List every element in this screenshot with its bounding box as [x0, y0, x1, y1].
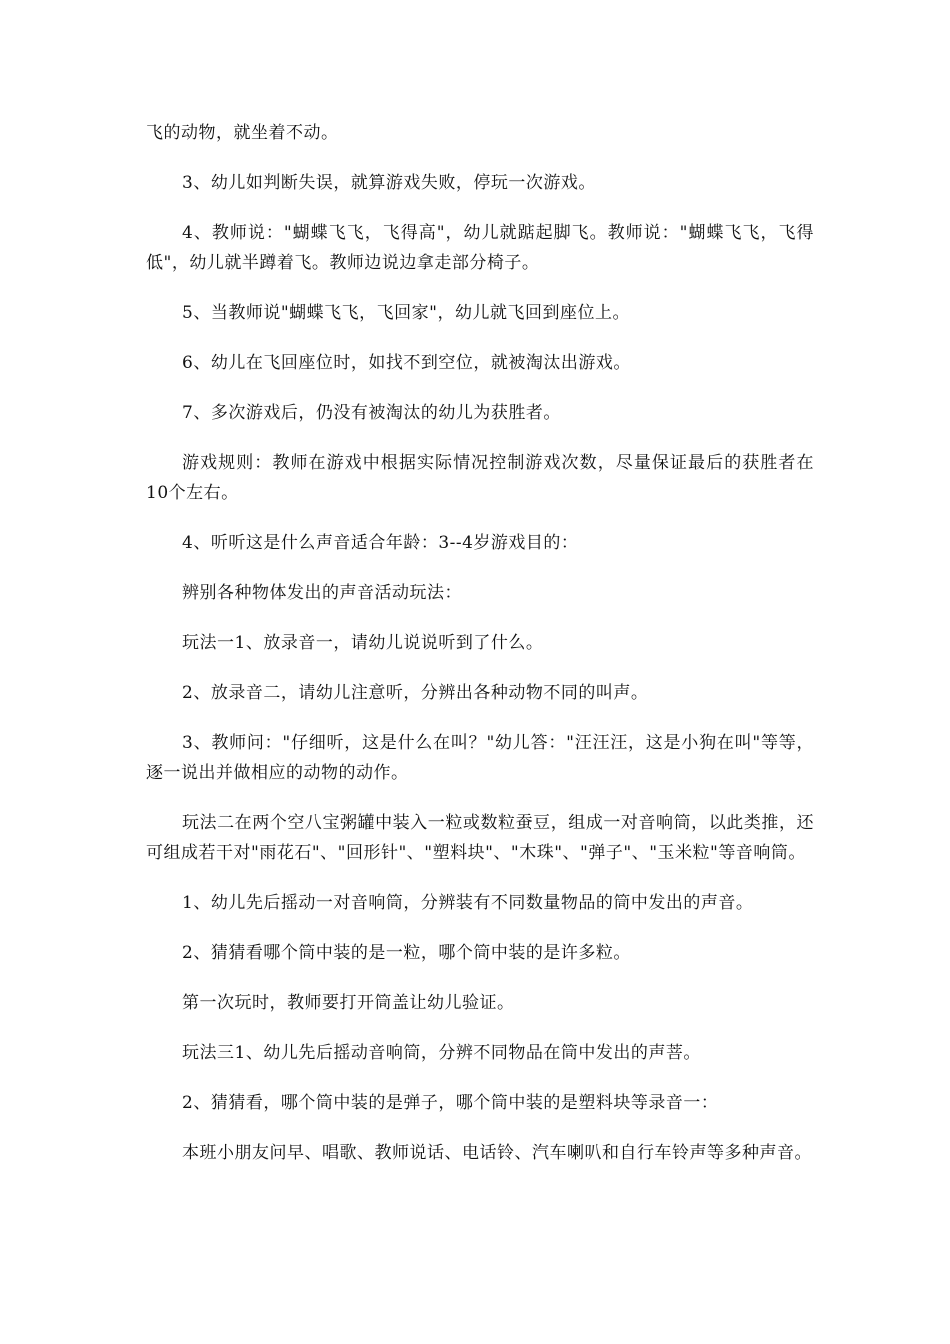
paragraph: 2、猜猜看，哪个筒中装的是弹子，哪个筒中装的是塑料块等录音一： [182, 1093, 719, 1113]
paragraph: 飞的动物，就坐着不动。 [146, 123, 339, 143]
paragraph: 7、多次游戏后，仍没有被淘汰的幼儿为获胜者。 [182, 403, 561, 423]
paragraph: 1、幼儿先后摇动一对音响筒，分辨装有不同数量物品的筒中发出的声音。 [182, 893, 754, 913]
paragraph: 玩法二在两个空八宝粥罐中装入一粒或数粒蚕豆，组成一对音响筒，以此类推，还可组成若干对"雨花石"、"回形针"、"塑料块"、"木珠"、"弹子"、"玉米粒"等音响筒。 [146, 813, 814, 863]
paragraph: 第一次玩时，教师要打开筒盖让幼儿验证。 [182, 993, 515, 1013]
paragraph: 6、幼儿在飞回座位时，如找不到空位，就被淘汰出游戏。 [182, 353, 631, 373]
paragraph: 2、放录音二，请幼儿注意听，分辨出各种动物不同的叫声。 [182, 683, 649, 703]
paragraph: 本班小朋友问早、唱歌、教师说话、电话铃、汽车喇叭和自行车铃声等多种声音。 [182, 1143, 812, 1163]
paragraph: 5、当教师说"蝴蝶飞飞，飞回家"，幼儿就飞回到座位上。 [182, 303, 630, 323]
paragraph: 3、教师问："仔细听，这是什么在叫？"幼儿答："汪汪汪，这是小狗在叫"等等，逐一说出并做相应的动物的动作。 [146, 733, 814, 783]
paragraph: 2、猜猜看哪个筒中装的是一粒，哪个筒中装的是许多粒。 [182, 943, 631, 963]
paragraph: 3、幼儿如判断失误，就算游戏失败，停玩一次游戏。 [182, 173, 596, 193]
paragraph: 游戏规则：教师在游戏中根据实际情况控制游戏次数，尽量保证最后的获胜者在10个左右。 [146, 453, 814, 503]
paragraph: 辨别各种物体发出的声音活动玩法： [182, 583, 462, 603]
paragraph: 玩法一1、放录音一，请幼儿说说听到了什么。 [182, 633, 544, 653]
paragraph: 4、教师说："蝴蝶飞飞，飞得高"，幼儿就踮起脚飞。教师说："蝴蝶飞飞，飞得低"，幼儿就半蹲着飞。教师边说边拿走部分椅子。 [146, 223, 814, 273]
document-body [146, 118, 814, 1188]
paragraph: 4、听听这是什么声音适合年龄：3--4岁游戏目的： [182, 533, 579, 553]
paragraph: 玩法三1、幼儿先后摇动音响筒，分辨不同物品在筒中发出的声菩。 [182, 1043, 701, 1063]
